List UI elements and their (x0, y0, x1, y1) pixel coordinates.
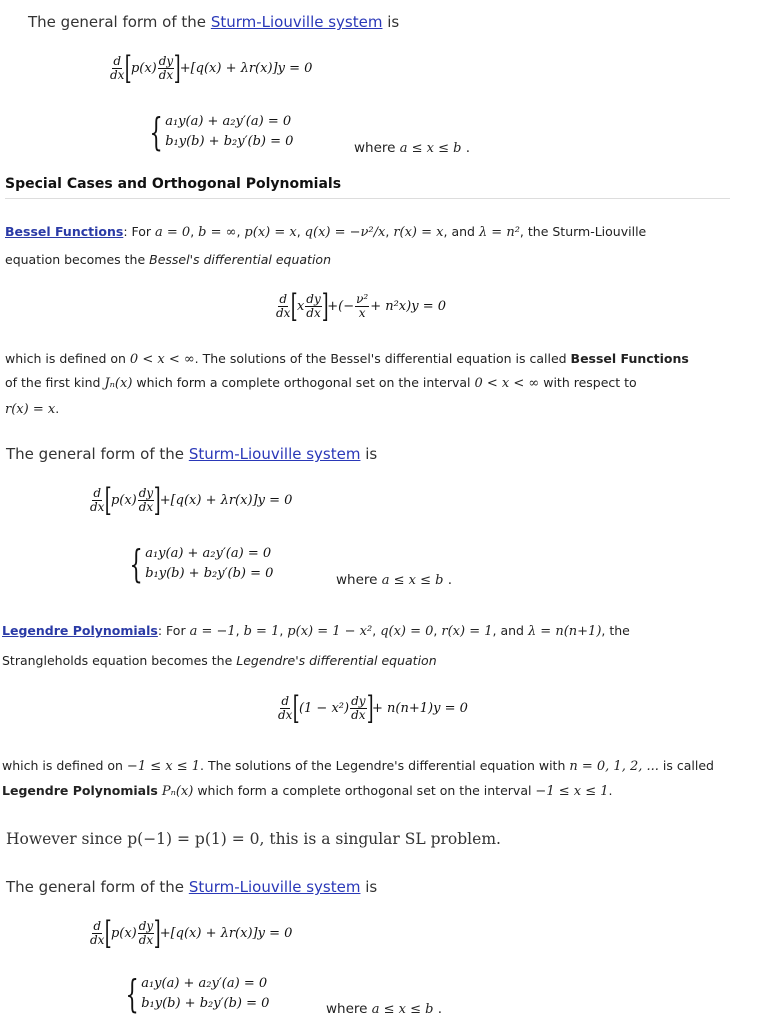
sl-intro-1 (28, 13, 399, 31)
legendre-line-2: Strangleholds equation becomes the Legendre's differential equation (2, 653, 437, 668)
eq-px: p(x) (130, 60, 157, 76)
legendre-def-line: which is defined on −1 ≤ x ≤ 1. The solutions of the Legendre's differential equation with n = 0, 1, 2, ... is called (2, 758, 714, 774)
intro-text: The general form of the (28, 13, 211, 31)
legendre-line-1: Legendre Polynomials: For a = −1, b = 1, p(x) = 1 − x², q(x) = 0, r(x) = 1, and λ = n(n+1), the (2, 623, 630, 639)
bc-line-2: b₁y(b) + b₂y′(b) = 0 (165, 134, 294, 149)
sl-equation-2: $\frac{d}{dx}$ [ p(x) $\frac{dy}{dx}$ ] +[q(x) + λr(x)]y = 0 (90, 481, 293, 519)
sl-intro-2: The general form of the Sturm-Liouville system is (6, 445, 378, 463)
section-title: Special Cases and Orthogonal Polynomials (5, 176, 342, 192)
bessel-functions-link[interactable]: Bessel Functions (5, 224, 124, 239)
sl-where-2: where a ≤ x ≤ b . (336, 572, 453, 588)
sturm-liouville-link-2[interactable]: Sturm-Liouville system (188, 445, 361, 463)
singular-note: However since p(−1) = p(1) = 0, this is a singular SL problem. (6, 830, 501, 848)
section-divider (5, 198, 730, 199)
sl-equation-3: $\frac{d}{dx}$ [ p(x) $\frac{dy}{dx}$ ] +[q(x) + λr(x)]y = 0 (90, 914, 293, 952)
sturm-liouville-link-1[interactable]: Sturm-Liouville system (210, 13, 383, 31)
bessel-line-1: Bessel Functions: For a = 0, b = ∞, p(x) = x, q(x) = −ν²/x, r(x) = x, and λ = n², the Sturm-Liouville (5, 224, 647, 240)
sl-boundary-conditions-3: { a₁y(a) + a₂y′(a) = 0 b₁y(b) + b₂y′(b) = 0 (125, 972, 270, 1016)
d-dx-fraction: $\frac{d}{dx}$ (110, 53, 125, 82)
intro-suffix: is (382, 13, 400, 31)
sturm-liouville-link-3[interactable]: Sturm-Liouville system (188, 878, 361, 896)
sl-where-1: where a ≤ x ≤ b . (354, 140, 471, 156)
legendre-equation: $\frac{d}{dx}$ [ (1 − x²) $\frac{dy}{dx}$ ] + n(n+1)y = 0 (278, 689, 468, 727)
bessel-weight-line: r(x) = x. (5, 401, 60, 417)
bc-line-1: a₁y(a) + a₂y′(a) = 0 (165, 114, 292, 129)
eq-rest: +[q(x) + λr(x)]y = 0 (179, 60, 313, 76)
sl-intro-3: The general form of the Sturm-Liouville system is (6, 878, 378, 896)
bessel-kind-line: of the first kind Jₙ(x) which form a complete orthogonal set on the interval 0 < x < ∞ with respect to (5, 375, 637, 391)
bessel-equation: $\frac{d}{dx}$ [ x $\frac{dy}{dx}$ ] +(− $\frac{\text{ν²}}{x}$ + n²x)y = 0 (276, 287, 446, 325)
bessel-line-2: equation becomes the Bessel's differential equation (5, 252, 332, 267)
sl-where-3: where a ≤ x ≤ b . (326, 1001, 443, 1017)
dy-dx-fraction: $\frac{dy}{dx}$ (158, 53, 174, 82)
legendre-set-line: Legendre Polynomials Pₙ(x) which form a complete orthogonal set on the interval −1 ≤ x ≤ 1. (2, 783, 613, 799)
sl-boundary-conditions-2: { a₁y(a) + a₂y′(a) = 0 b₁y(b) + b₂y′(b) = 0 (129, 542, 274, 586)
bessel-def-line: which is defined on 0 < x < ∞. The solutions of the Bessel's differential equation is called Bessel Functions (5, 351, 689, 367)
legendre-polynomials-link[interactable]: Legendre Polynomials (2, 623, 158, 638)
sl-boundary-conditions-1: { a₁y(a) + a₂y′(a) = 0 b₁y(b) + b₂y′(b) = 0 (149, 110, 294, 154)
sl-equation-1: $\frac{d}{dx}$ [ p(x) $\frac{dy}{dx}$ ] +[q(x) + λr(x)]y = 0 (110, 49, 313, 87)
